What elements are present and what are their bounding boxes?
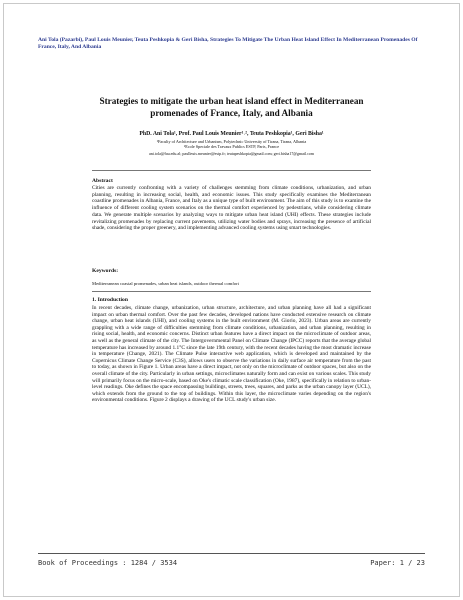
footer-rule [38, 553, 425, 554]
page-border [3, 3, 460, 597]
abstract-heading: Abstract [92, 178, 113, 184]
author-emails: ani.tola@fau.edu.al; paulleuis.meunier@estp.fr; teutapeshkopia@gmail.com; geri.bisha17@gmail.com [148, 151, 315, 156]
affiliation-line: ²Ecole Speciale des Travaux Publics ESTP, Paris, France [183, 144, 280, 150]
paper-title: Strategies to mitigate the urban heat island effect in Mediterranean promenades of France, Italy, and Albania [99, 96, 364, 118]
keywords-bottom-rule [92, 291, 371, 292]
keywords-heading: Keywords: [92, 268, 119, 274]
introduction-text: In recent decades, climate change, urbanization, urban structure, architecture, and urban planning have all had a significant impact on urban thermal comfort. Over the past few decades, developed nations have conducted extensive research on climate change, urban heat islands (UHI), and cooling systems in the built environment (M. Giorio, 2023). Urban areas are currently grappling with a wide range of difficulties stemming from climate conditions, urbanization, and urban planning, resulting in rising social, health, and economic concerns. Distinct urban features have a direct impact on the microclimate of outdoor areas, as well as the general climate of the city. The Intergovernmental Panel on Climate Change (IPCC) reports that the average global temperature has increased by around 1.1°C since the late 19th century, with the recent decades having the most dramatic increase in temperature (Change, 2021). The Climate Pulse interactive web application, which is developed and maintained by the Copernicus Climate Change Service (C3S), allows users to observe the variations in daily surface air temperature from the past to today, as shown in Figure 1. Urban areas have a direct impact, not only on the microclimate of outdoor spaces, but also on the overall climate of the city. Particularly in urban settings, microclimates naturally form and can exist on various scales. This study will primarily focus on the micro-scale, based on Oke's climatic scale classification (Oke, 1987), specifically in relation to urban-level readings. Oke defines the space encompassing buildings, streets, trees, squares, and parks as the urban canopy layer (UCL), which extends from the ground to the top of buildings. Within this layer, the microclimate varies depending on the region's environmental conditions. Figure 2 displays a drawing of the UCL study's urban size. [92, 305, 371, 404]
keywords-text: Mediterranean coastal promenades, urban heat islands, outdoor thermal comfort [92, 281, 239, 286]
abstract-top-rule [92, 170, 371, 171]
author-list: PhD. Ani Tola¹, Prof. Paul Louis Meunier¹˒², Teuta Peshkopia¹, Geri Bisha¹ [139, 131, 324, 137]
section-heading-introduction: 1. Introduction [92, 297, 128, 303]
running-header: Ani Tola (Pazarbi), Paul Louis Meunier, Teuta Peshkopia & Geri Bisha, Strategies To Mitigate The Urban Heat Island Effect In Mediterranean Promenades Of France, Italy, And Albania [38, 37, 418, 51]
affiliation-line: ¹Faculty of Architecture and Urbanism, Polytechnic University of Tirana, Tirana, Albania [156, 139, 307, 144]
abstract-text: Cities are currently confronting with a variety of challenges stemming from climate conditions, urbanization, and urban planning, resulting in increasing social, health, and economic issues. This study specifically examines the Mediterranean coastline promenades in Albania, France, and Italy as a unique type of built environment. The aim of this study is to examine the influence of different cooling system scenarios on the thermal comfort experienced by pedestrians, while considering climate data. We generate multiple scenarios by analyzing ways to mitigate urban heat island (UHI) effects. These strategies include revitalizing promenades by replacing current pavements, utilizing water bodies and sprays, increasing the presence of artificial shade, considering the proper greenery, and implementing advanced cooling systems using smart technologies. [92, 185, 371, 232]
affiliations [60, 139, 403, 149]
proceedings-page-counter: Book of Proceedings : 1284 / 3534 [38, 559, 178, 567]
paper-page-counter: Paper: 1 / 23 [370, 559, 425, 567]
